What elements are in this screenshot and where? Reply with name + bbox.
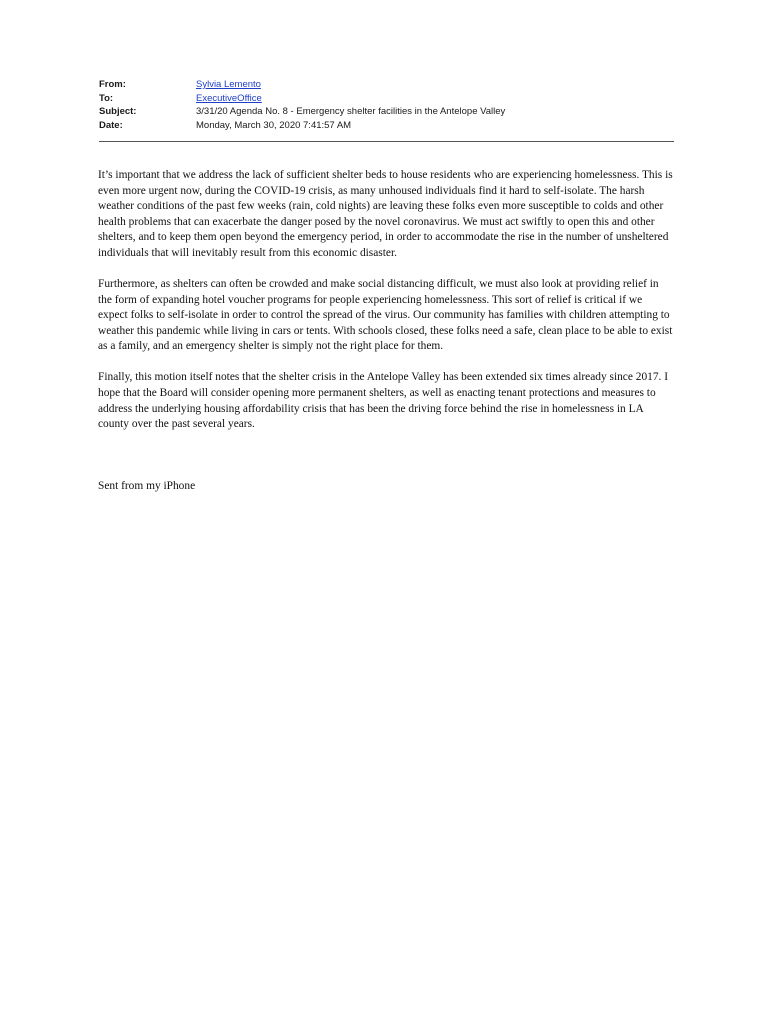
body-paragraph: It’s important that we address the lack of sufficient shelter beds to house residents who are experiencing homelessness. This is even more urgent now, during the COVID-19 crisis, as many unhoused individuals find it hard to self-isolate. The harsh weather conditions of the past few weeks (rain, cold nights) are leaving these folks even more susceptible to colds and other health problems that can exacerbate the danger posed by the novel coronavirus. We must act swiftly to open this and other shelters, and to keep them open beyond the emergency period, in order to accommodate the rise in the number of unsheltered individuals that will inevitably result from this economic disaster. (98, 169, 673, 259)
subject-row (99, 105, 674, 119)
email-signature: Sent from my iPhone (98, 480, 196, 492)
email-header (99, 78, 674, 132)
date-row (99, 119, 674, 133)
date-value: Monday, March 30, 2020 7:41:57 AM (196, 119, 352, 131)
body-paragraph: Finally, this motion itself notes that the shelter crisis in the Antelope Valley has been extended six times already since 2017. I hope that the Board will consider opening more permanent shelters, as well as enacting tenant protections and measures to address the underlying housing affordability crisis that has been the driving force behind the rise in homelessness in LA county over the past several years. (98, 371, 669, 431)
body-paragraph: Furthermore, as shelters can often be crowded and make social distancing difficult, we must also look at providing relief in the form of expanding hotel voucher programs for people experiencing homelessness. This sort of relief is critical if we expect folks to self-isolate in order to control the spread of the virus. Our community has families with children attempting to weather this pandemic while living in cars or tents. With schools closed, these folks need a safe, clean place to be able to exist as a family, and an emergency shelter is simply not the right place for them. (98, 277, 673, 353)
date-label: Date: (99, 119, 123, 131)
from-label: From: (99, 79, 126, 90)
to-link[interactable]: ExecutiveOffice (196, 92, 262, 104)
from-row (99, 78, 674, 92)
header-divider (99, 141, 674, 142)
subject-label: Subject: (99, 106, 137, 117)
email-body (98, 168, 673, 448)
to-row (99, 92, 674, 106)
subject-value: 3/31/20 Agenda No. 8 - Emergency shelter facilities in the Antelope Valley (196, 106, 506, 117)
from-link[interactable]: Sylvia Lemento (196, 79, 261, 90)
to-label: To: (99, 92, 114, 104)
